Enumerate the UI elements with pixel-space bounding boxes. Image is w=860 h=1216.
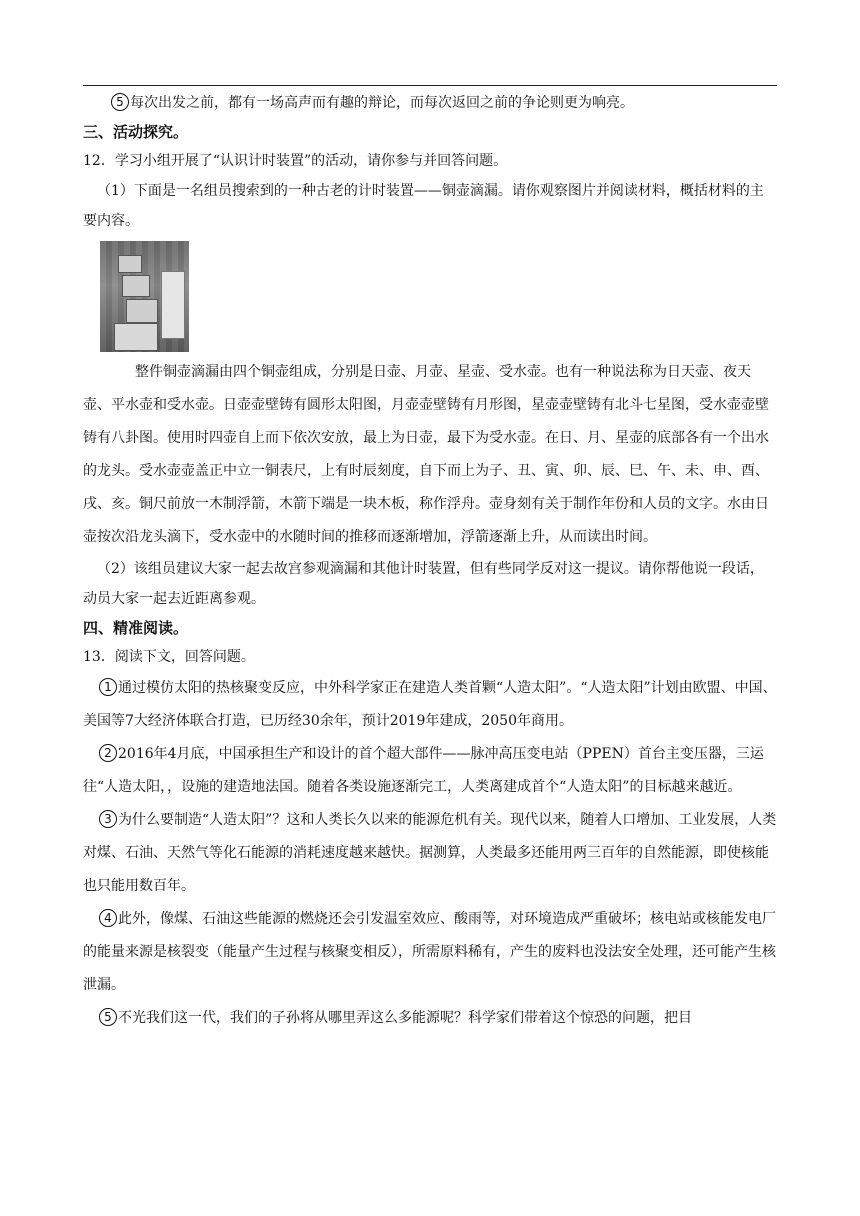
passage-paragraph-1: 1 通过模仿太阳的热核聚变反应，中外科学家正在建造人类首颗“人造太阳”。“人造太阳”计划由欧盟、中国、美国等7大经济体联合打造，已历经30余年，预计2019年建成，2050年商用。 [83,680,777,729]
question-12-stem: 12．学习小组开展了“认识计时装置”的活动，请你参与并回答问题。 [83,153,508,169]
circled-number: 4 [99,909,117,927]
sun-pot [118,255,142,273]
circled-number: 2 [99,744,117,762]
circled-number: 5 [111,93,129,111]
document-body [83,88,777,1035]
question-13-stem: 13．阅读下文，回答问题。 [83,649,255,665]
passage-paragraph-3: 3 为什么要制造“人造太阳”？这和人类长久以来的能源危机有关。现代以来，随着人口增加、工业发展，人类对煤、石油、天然气等化石能源的消耗速度越来越快。据测算，人类最多还能用两三百年的自然能源，即使核能也只能用数百年。 [83,812,777,894]
circled-number: 1 [99,678,117,696]
reading-passage [83,672,777,1035]
question-12-part-2: （2）该组员建议大家一起去故宫参观滴漏和其他计时装置，但有些同学反对这一提议。请你帮他说一段话，动员大家一起去近距离参观。 [83,561,764,607]
display-case [161,271,185,339]
carryover-line [83,88,777,118]
passage-paragraph-5: 5 不光我们这一代，我们的子孙将从哪里弄这么多能源呢？科学家们带着这个惊恐的问题，把目 [83,1002,777,1035]
star-pot [126,299,158,323]
carryover-text: 每次出发之前，都有一场高声而有趣的辩论，而每次返回之前的争论则更为响亮。 [130,95,634,111]
copper-clepsydra-photo [100,241,189,352]
header-rule [83,85,777,86]
receiving-pot [114,323,158,351]
section-heading-3: 三、活动探究。 [83,123,189,141]
circled-number: 3 [99,810,117,828]
material-text: 整件铜壶滴漏由四个铜壶组成，分别是日壶、月壶、星壶、受水壶。也有一种说法称为日天壶、夜天壶、平水壶和受水壶。日壶壶壁铸有圆形太阳图，月壶壶壁铸有月形图，星壶壶壁铸有北斗七星图，受水壶壶壁铸有八卦图。使用时四壶自上而下依次安放，最上为日壶，最下为受水壶。在日、月、星壶的底部各有一个出水的龙头。受水壶壶盖正中立一铜表尺，上有时辰刻度，自下而上为子、丑、寅、卯、辰、巳、午、未、申、酉、戌、亥。铜尺前放一木制浮箭，木箭下端是一块木板，称作浮舟。壶身刻有关于制作年份和人员的文字。水由日壶按次沿龙头滴下，受水壶中的水随时间的推移而逐渐增加，浮箭逐渐上升，从而读出时间。 [83,364,769,545]
section-heading-4: 四、精准阅读。 [83,619,189,637]
circled-number: 5 [99,1008,117,1026]
question-12-part-1: （1）下面是一名组员搜索到的一种古老的计时装置——铜壶滴漏。请你观察图片并阅读材料，概括材料的主要内容。 [83,183,764,229]
passage-paragraph-4: 4 此外，像煤、石油这些能源的燃烧还会引发温室效应、酸雨等，对环境造成严重破坏；核电站或核能发电厂的能量来源是核裂变（能量产生过程与核聚变相反），所需原料稀有，产生的废料也没法安全处理，还可能产生核泄漏。 [83,911,776,993]
passage-paragraph-2: 2 2016年4月底，中国承担生产和设计的首个超大部件——脉冲高压变电站（PPEN）首台主变压器，三运往“人造太阳，，设施的建造地法国。随着各类设施逐渐完工，人类离建成首个“人造太阳”的目标越来越近。 [83,746,764,795]
moon-pot [122,275,150,297]
